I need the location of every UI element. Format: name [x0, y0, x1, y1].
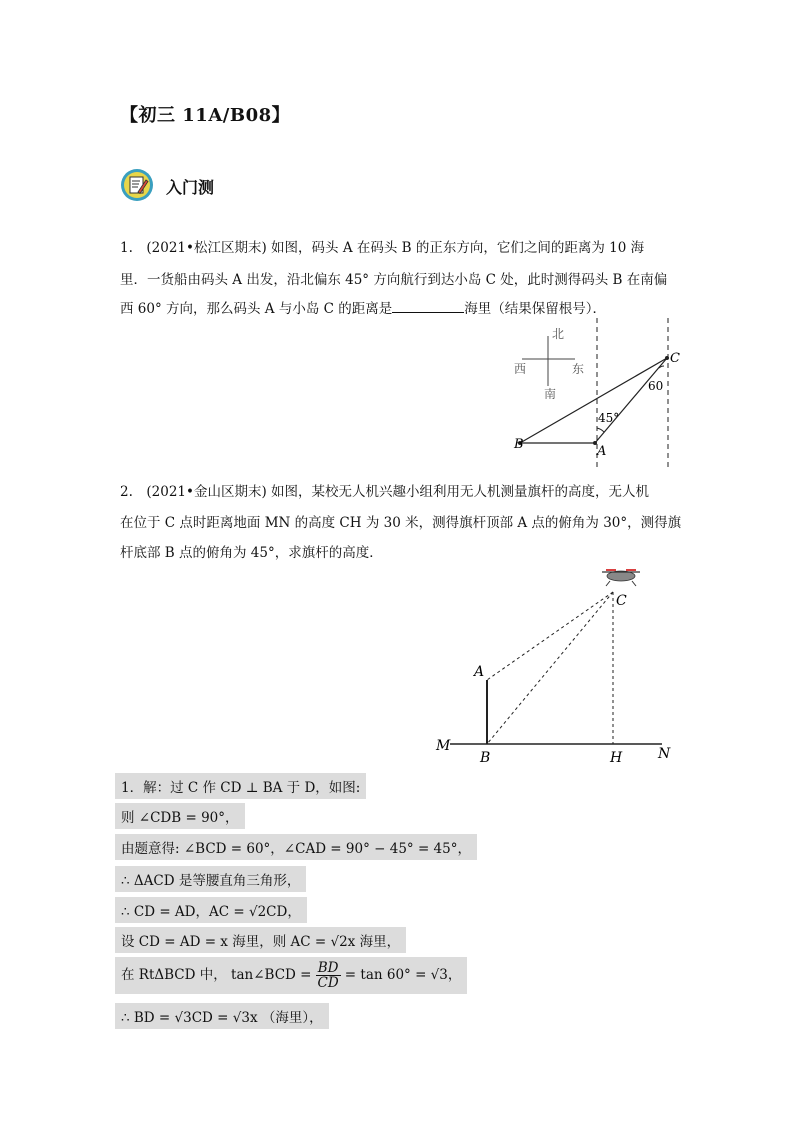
label-h: H: [610, 750, 623, 766]
label-c: C: [670, 351, 680, 366]
answer-blank[interactable]: [392, 300, 464, 313]
angle-45-label: 45°: [598, 411, 620, 425]
solution-line5: ∴ CD = AD，AC = √2CD，: [115, 897, 307, 923]
solution-line7: [115, 957, 467, 994]
fraction-numerator: BD: [317, 960, 339, 976]
problem2-line3: 杆底部 B 点的俯角为 45°，求旗杆的高度．: [120, 545, 383, 561]
problem1-line3-end: 海里（结果保留根号）．: [464, 301, 607, 317]
drone-icon: [602, 570, 640, 586]
solution-line6: 设 CD = AD = x 海里，则 AC = √2x 海里，: [115, 927, 406, 953]
label-n: N: [658, 746, 671, 762]
compass-north: 北: [552, 327, 565, 341]
notebook-pencil-icon: [120, 168, 154, 202]
solution-line7-end: = tan 60° = √3，: [344, 967, 462, 983]
label-c2: C: [616, 593, 627, 609]
label-m: M: [436, 738, 451, 754]
problem2-line2: 在位于 C 点时距离地面 MN 的高度 CH 为 30 米，测得旗杆顶部 A 点的俯角为 30°，测得旗: [120, 515, 682, 531]
problem1-line3: [120, 297, 606, 317]
solution-line7-start: 在 RtΔBCD 中， tan∠BCD =: [121, 967, 312, 983]
fraction-bd-cd: [316, 961, 341, 990]
compass-east: 东: [572, 362, 585, 376]
angle-60-label: 60: [648, 379, 664, 393]
solution-line4: ∴ ΔACD 是等腰直角三角形，: [115, 866, 306, 892]
problem1-line1: 1. (2021•松江区期末) 如图，码头 A 在码头 B 的正东方向，它们之间的距离为 10 海: [120, 240, 645, 256]
solution-line2: 则 ∠CDB = 90°，: [115, 803, 245, 829]
problem1-line3-start: 西 60° 方向，那么码头 A 与小岛 C 的距离是: [120, 301, 393, 317]
problem1-line2: 里．一货船由码头 A 出发，沿北偏东 45° 方向航行到达小岛 C 处，此时测得码头 B 在南偏: [120, 272, 668, 288]
page-title: 【初三 11A/B08】: [120, 105, 291, 126]
fraction-denominator: CD: [317, 975, 339, 991]
section-title: 入门测: [166, 178, 215, 197]
compass-south: 南: [544, 387, 557, 401]
compass-west: 西: [514, 362, 527, 376]
label-a2: A: [474, 664, 485, 680]
label-a: A: [597, 444, 607, 459]
problem2-figure: [430, 562, 690, 772]
problem1-figure: [500, 318, 690, 470]
label-b2: B: [480, 750, 491, 766]
solution-line8: ∴ BD = √3CD = √3x （海里），: [115, 1003, 329, 1029]
solution-line1: 1．解：过 C 作 CD ⊥ BA 于 D，如图:: [115, 773, 366, 799]
problem2-line1: 2. (2021•金山区期末) 如图，某校无人机兴趣小组利用无人机测量旗杆的高度，无人机: [120, 484, 650, 500]
label-b: B: [514, 437, 524, 452]
solution-line3: 由题意得: ∠BCD = 60°，∠CAD = 90° − 45° = 45°，: [115, 834, 477, 860]
